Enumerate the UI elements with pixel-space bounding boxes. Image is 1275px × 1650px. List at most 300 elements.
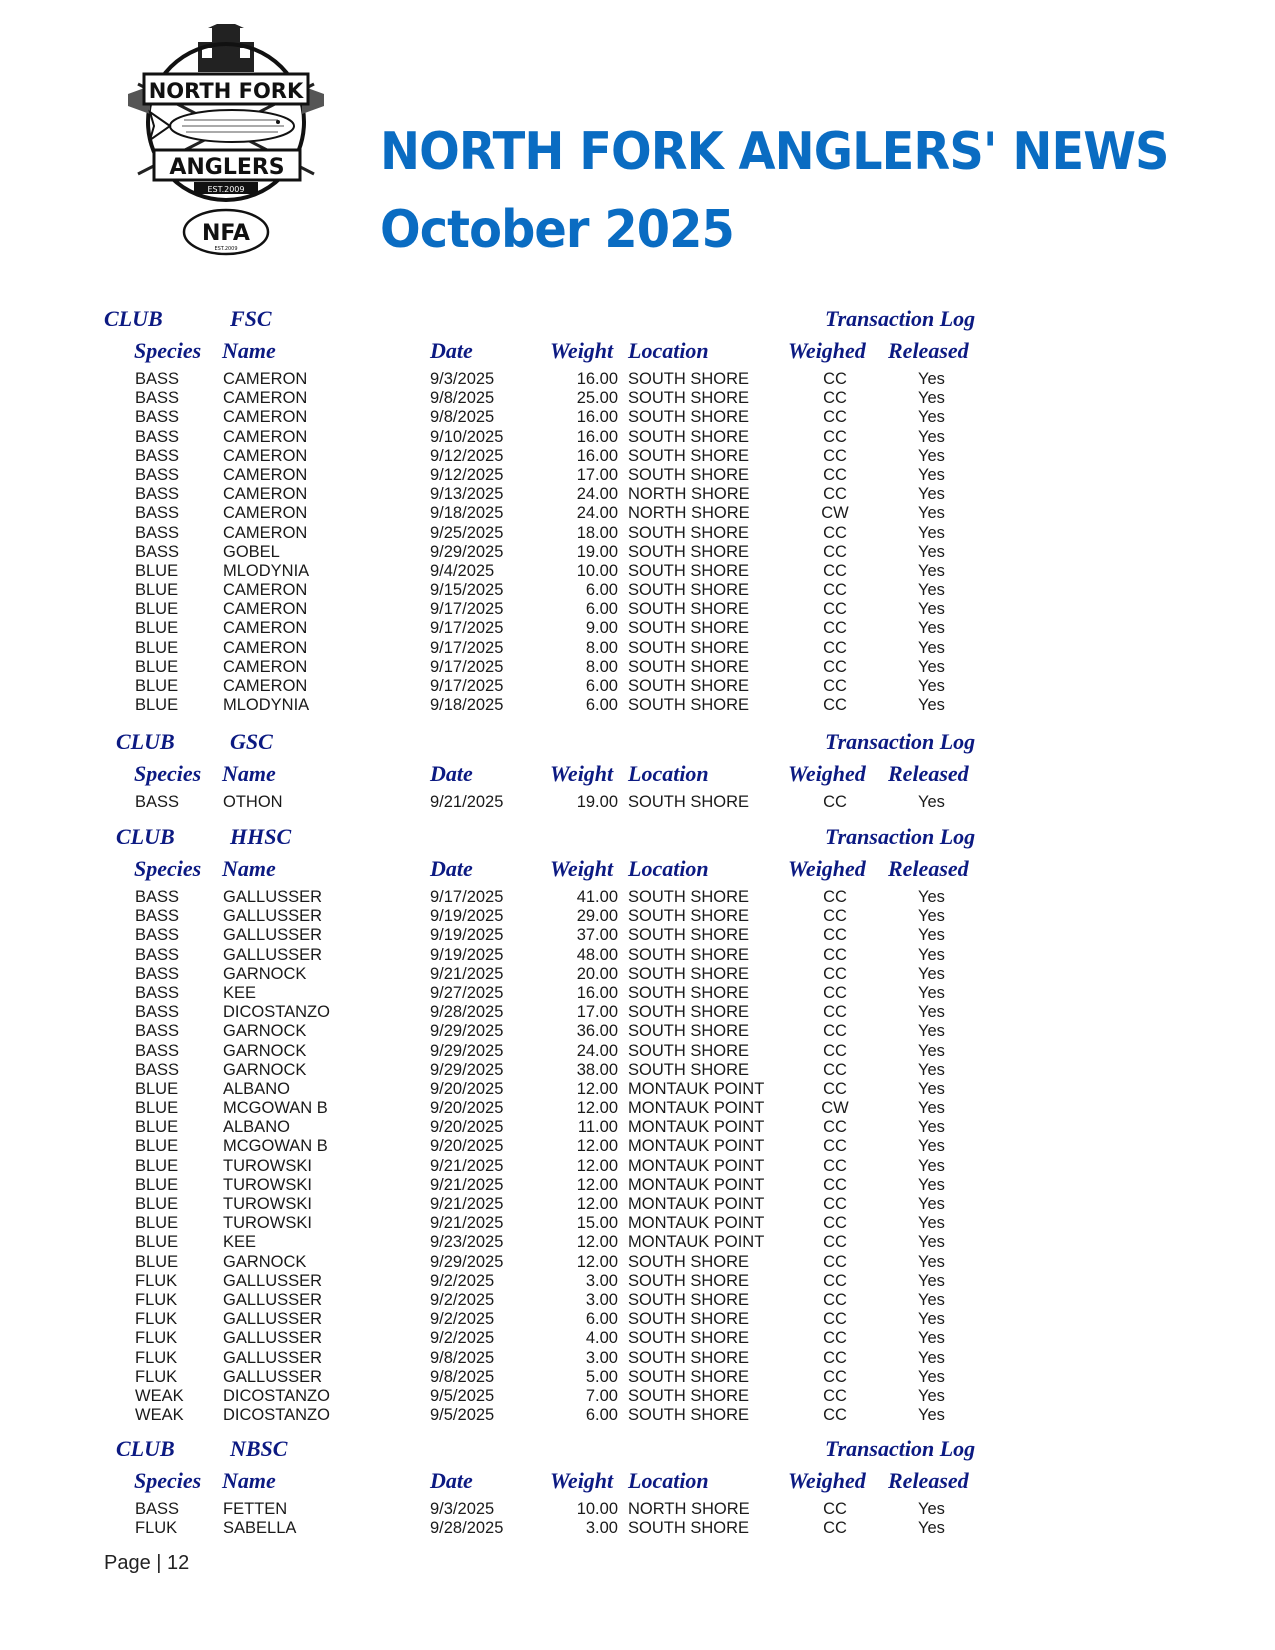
cell-species: BLUE xyxy=(135,677,179,695)
table-row xyxy=(0,1118,1275,1137)
cell-name: TUROWSKI xyxy=(223,1214,312,1233)
cell-weighed: CC xyxy=(823,1137,847,1156)
cell-location: SOUTH SHORE xyxy=(628,696,750,715)
table-row xyxy=(0,408,1275,427)
cell-name: FETTEN xyxy=(223,1500,288,1518)
table-row xyxy=(0,1272,1275,1291)
table-row xyxy=(0,1291,1275,1310)
cell-location: SOUTH SHORE xyxy=(628,1022,750,1041)
cell-weighed: CC xyxy=(823,1252,847,1271)
table-row xyxy=(0,1387,1275,1406)
cell-location: NORTH SHORE xyxy=(628,485,750,504)
cell-species: BASS xyxy=(135,964,180,983)
cell-weight: 16.00 xyxy=(576,370,618,388)
table-row xyxy=(0,793,1275,812)
cell-weighed: CW xyxy=(821,1099,849,1118)
cell-species: BASS xyxy=(135,504,180,523)
column-header-species: Species xyxy=(134,338,202,363)
cell-location: MONTAUK POINT xyxy=(628,1233,765,1252)
cell-weight: 7.00 xyxy=(585,1386,618,1405)
cell-weighed: CC xyxy=(823,983,847,1002)
cell-weighed: CW xyxy=(821,504,849,523)
cell-released: Yes xyxy=(918,1099,945,1118)
cell-weighed: CC xyxy=(823,1079,847,1098)
cell-species: BLUE xyxy=(135,1252,179,1271)
cell-species: BLUE xyxy=(135,1156,179,1175)
table-row xyxy=(0,1022,1275,1041)
cell-name: GALLUSSER xyxy=(223,888,323,906)
cell-location: SOUTH SHORE xyxy=(628,1060,750,1079)
cell-weighed: CC xyxy=(823,485,847,504)
cell-location: SOUTH SHORE xyxy=(628,1310,750,1329)
cell-location: MONTAUK POINT xyxy=(628,1118,765,1137)
cell-name: CAMERON xyxy=(223,446,308,465)
cell-weighed: CC xyxy=(823,638,847,657)
cell-weight: 12.00 xyxy=(576,1195,618,1213)
table-row xyxy=(0,1099,1275,1118)
column-header-released: Released xyxy=(888,856,969,881)
transaction-log-label: Transaction Log xyxy=(825,824,976,849)
cell-date: 9/10/2025 xyxy=(430,427,504,446)
cell-species: BLUE xyxy=(135,561,179,580)
cell-released: Yes xyxy=(918,1156,945,1175)
cell-date: 9/4/2025 xyxy=(430,561,495,580)
cell-name: DICOSTANZO xyxy=(223,1406,330,1425)
cell-location: SOUTH SHORE xyxy=(628,1329,750,1348)
cell-released: Yes xyxy=(918,1214,945,1233)
cell-name: DICOSTANZO xyxy=(223,1003,330,1022)
cell-name: CAMERON xyxy=(223,465,308,484)
column-header-released: Released xyxy=(888,761,969,786)
cell-date: 9/5/2025 xyxy=(430,1386,495,1405)
cell-released: Yes xyxy=(918,523,945,542)
cell-weight: 11.00 xyxy=(577,1118,618,1137)
table-row xyxy=(0,1042,1275,1061)
cell-species: BASS xyxy=(135,427,180,446)
cell-species: BLUE xyxy=(135,638,179,657)
table-row xyxy=(0,389,1275,408)
cell-date: 9/8/2025 xyxy=(430,408,495,427)
cell-weight: 18.00 xyxy=(576,523,618,542)
cell-weight: 4.00 xyxy=(585,1329,618,1348)
column-header-location: Location xyxy=(628,1468,709,1493)
cell-date: 9/17/2025 xyxy=(430,677,504,695)
cell-weighed: CC xyxy=(823,561,847,580)
club-code: HHSC xyxy=(230,824,292,849)
cell-date: 9/21/2025 xyxy=(430,793,504,811)
cell-species: BASS xyxy=(135,1003,180,1022)
table-row xyxy=(0,562,1275,581)
cell-location: SOUTH SHORE xyxy=(628,926,750,945)
cell-location: MONTAUK POINT xyxy=(628,1137,765,1156)
table-row xyxy=(0,639,1275,658)
cell-weighed: CC xyxy=(823,888,847,906)
cell-released: Yes xyxy=(918,542,945,561)
cell-weight: 6.00 xyxy=(585,696,618,715)
club-code: GSC xyxy=(230,729,273,754)
cell-name: DICOSTANZO xyxy=(223,1386,330,1405)
cell-species: BASS xyxy=(135,1041,180,1060)
cell-species: BLUE xyxy=(135,1195,179,1213)
cell-weighed: CC xyxy=(823,1519,847,1538)
column-header-date: Date xyxy=(430,761,473,786)
cell-weighed: CC xyxy=(823,945,847,964)
cell-weighed: CC xyxy=(823,542,847,561)
cell-weighed: CC xyxy=(823,1386,847,1405)
table-row xyxy=(0,1061,1275,1080)
cell-location: SOUTH SHORE xyxy=(628,581,750,600)
cell-weighed: CC xyxy=(823,1060,847,1079)
cell-weighed: CC xyxy=(823,657,847,676)
club-section-gsc xyxy=(0,725,1275,812)
column-header-date: Date xyxy=(430,1468,473,1493)
cell-name: GALLUSSER xyxy=(223,1329,323,1348)
cell-weight: 41.00 xyxy=(576,888,618,906)
table-row xyxy=(0,1349,1275,1368)
cell-location: SOUTH SHORE xyxy=(628,983,750,1002)
cell-released: Yes xyxy=(918,1386,945,1405)
cell-name: MLODYNIA xyxy=(223,561,310,580)
cell-weight: 8.00 xyxy=(585,638,618,657)
table-row xyxy=(0,926,1275,945)
cell-name: GALLUSSER xyxy=(223,907,323,926)
cell-released: Yes xyxy=(918,1406,945,1425)
table-row xyxy=(0,984,1275,1003)
cell-weighed: CC xyxy=(823,1041,847,1060)
table-row xyxy=(0,485,1275,504)
cell-released: Yes xyxy=(918,1252,945,1271)
cell-weight: 37.00 xyxy=(576,926,618,945)
cell-weight: 12.00 xyxy=(576,1137,618,1156)
cell-location: SOUTH SHORE xyxy=(628,964,750,983)
cell-weighed: CC xyxy=(823,619,847,638)
cell-weight: 10.00 xyxy=(576,561,618,580)
cell-weight: 12.00 xyxy=(576,1079,618,1098)
cell-location: SOUTH SHORE xyxy=(628,677,750,695)
cell-species: BASS xyxy=(135,523,180,542)
column-header-date: Date xyxy=(430,856,473,881)
cell-date: 9/29/2025 xyxy=(430,1060,504,1079)
cell-location: SOUTH SHORE xyxy=(628,1386,750,1405)
column-header-weight: Weight xyxy=(550,761,614,786)
cell-date: 9/25/2025 xyxy=(430,523,504,542)
cell-date: 9/15/2025 xyxy=(430,581,504,600)
column-header-weight: Weight xyxy=(550,856,614,881)
cell-species: BLUE xyxy=(135,696,179,715)
column-header-name: Name xyxy=(222,856,276,881)
cell-weight: 24.00 xyxy=(576,504,618,523)
cell-location: SOUTH SHORE xyxy=(628,1519,750,1538)
cell-species: BLUE xyxy=(135,1137,179,1156)
cell-weight: 8.00 xyxy=(585,657,618,676)
transaction-log-label: Transaction Log xyxy=(825,306,976,331)
cell-weight: 10.00 xyxy=(576,1500,618,1518)
column-header-weighed: Weighed xyxy=(788,338,866,363)
cell-date: 9/8/2025 xyxy=(430,1348,495,1367)
cell-date: 9/3/2025 xyxy=(430,1500,495,1518)
cell-name: CAMERON xyxy=(223,408,308,427)
cell-species: FLUK xyxy=(135,1367,178,1386)
table-row xyxy=(0,1195,1275,1214)
cell-released: Yes xyxy=(918,1022,945,1041)
cell-released: Yes xyxy=(918,1348,945,1367)
table-row xyxy=(0,1500,1275,1519)
cell-species: BASS xyxy=(135,465,180,484)
club-label: CLUB xyxy=(116,1436,175,1461)
cell-species: BLUE xyxy=(135,1099,179,1118)
column-header-location: Location xyxy=(628,338,709,363)
cell-date: 9/18/2025 xyxy=(430,696,504,715)
column-header-name: Name xyxy=(222,338,276,363)
cell-weight: 6.00 xyxy=(585,1310,618,1329)
cell-date: 9/13/2025 xyxy=(430,485,504,504)
cell-weighed: CC xyxy=(823,1118,847,1137)
club-section-fsc xyxy=(0,302,1275,715)
cell-released: Yes xyxy=(918,983,945,1002)
cell-weighed: CC xyxy=(823,1271,847,1290)
cell-released: Yes xyxy=(918,1310,945,1329)
cell-species: BASS xyxy=(135,542,180,561)
table-row xyxy=(0,543,1275,562)
cell-name: KEE xyxy=(223,983,257,1002)
cell-weight: 25.00 xyxy=(576,389,618,408)
cell-species: BASS xyxy=(135,983,180,1002)
cell-weight: 16.00 xyxy=(576,446,618,465)
cell-weighed: CC xyxy=(823,408,847,427)
cell-species: BLUE xyxy=(135,619,179,638)
cell-date: 9/19/2025 xyxy=(430,926,504,945)
cell-date: 9/21/2025 xyxy=(430,1156,504,1175)
column-header-row xyxy=(0,1466,1275,1500)
club-label: CLUB xyxy=(116,824,175,849)
cell-released: Yes xyxy=(918,561,945,580)
cell-species: BASS xyxy=(135,926,180,945)
cell-weight: 12.00 xyxy=(576,1099,618,1118)
logo-est-text: EST.2009 xyxy=(207,185,245,194)
cell-released: Yes xyxy=(918,1500,945,1518)
cell-weighed: CC xyxy=(823,1310,847,1329)
cell-location: SOUTH SHORE xyxy=(628,945,750,964)
cell-name: GALLUSSER xyxy=(223,1290,323,1309)
cell-location: MONTAUK POINT xyxy=(628,1079,765,1098)
cell-weight: 3.00 xyxy=(585,1271,618,1290)
table-row xyxy=(0,946,1275,965)
cell-species: BASS xyxy=(135,888,180,906)
table-row xyxy=(0,619,1275,638)
cell-weight: 12.00 xyxy=(576,1175,618,1194)
cell-released: Yes xyxy=(918,1003,945,1022)
cell-date: 9/17/2025 xyxy=(430,888,504,906)
cell-date: 9/8/2025 xyxy=(430,1367,495,1386)
cell-weighed: CC xyxy=(823,1348,847,1367)
cell-weight: 24.00 xyxy=(576,485,618,504)
cell-species: FLUK xyxy=(135,1329,178,1348)
cell-location: SOUTH SHORE xyxy=(628,446,750,465)
cell-name: KEE xyxy=(223,1233,257,1252)
cell-location: SOUTH SHORE xyxy=(628,465,750,484)
cell-weighed: CC xyxy=(823,926,847,945)
cell-date: 9/5/2025 xyxy=(430,1406,495,1425)
cell-released: Yes xyxy=(918,370,945,388)
cell-weight: 16.00 xyxy=(576,983,618,1002)
cell-date: 9/29/2025 xyxy=(430,1252,504,1271)
cell-species: BASS xyxy=(135,945,180,964)
table-row xyxy=(0,1080,1275,1099)
cell-weighed: CC xyxy=(823,1003,847,1022)
column-header-name: Name xyxy=(222,761,276,786)
cell-date: 9/18/2025 xyxy=(430,504,504,523)
cell-location: SOUTH SHORE xyxy=(628,1406,750,1425)
club-section-hhsc xyxy=(0,820,1275,1425)
cell-date: 9/2/2025 xyxy=(430,1271,495,1290)
cell-released: Yes xyxy=(918,964,945,983)
cell-location: SOUTH SHORE xyxy=(628,907,750,926)
column-header-row xyxy=(0,854,1275,888)
cell-location: SOUTH SHORE xyxy=(628,408,750,427)
cell-date: 9/29/2025 xyxy=(430,1022,504,1041)
cell-date: 9/12/2025 xyxy=(430,446,504,465)
cell-location: SOUTH SHORE xyxy=(628,1290,750,1309)
cell-date: 9/17/2025 xyxy=(430,619,504,638)
cell-released: Yes xyxy=(918,389,945,408)
cell-weight: 24.00 xyxy=(576,1041,618,1060)
cell-species: WEAK xyxy=(135,1406,184,1425)
cell-name: ALBANO xyxy=(223,1118,290,1137)
cell-date: 9/21/2025 xyxy=(430,1195,504,1213)
club-header xyxy=(0,1432,1275,1466)
cell-location: SOUTH SHORE xyxy=(628,638,750,657)
table-row xyxy=(0,1003,1275,1022)
cell-weighed: CC xyxy=(823,1500,847,1518)
cell-name: CAMERON xyxy=(223,389,308,408)
cell-weighed: CC xyxy=(823,1367,847,1386)
cell-species: BASS xyxy=(135,1022,180,1041)
cell-name: OTHON xyxy=(223,793,283,811)
cell-released: Yes xyxy=(918,1060,945,1079)
logo-bottom-text: ANGLERS xyxy=(169,155,285,180)
cell-released: Yes xyxy=(918,1519,945,1538)
table-row xyxy=(0,466,1275,485)
cell-location: SOUTH SHORE xyxy=(628,561,750,580)
cell-weighed: CC xyxy=(823,1022,847,1041)
cell-released: Yes xyxy=(918,638,945,657)
cell-date: 9/8/2025 xyxy=(430,389,495,408)
cell-location: SOUTH SHORE xyxy=(628,1003,750,1022)
cell-name: MCGOWAN B xyxy=(223,1137,328,1156)
cell-date: 9/20/2025 xyxy=(430,1099,504,1118)
cell-species: FLUK xyxy=(135,1348,178,1367)
cell-released: Yes xyxy=(918,945,945,964)
cell-weighed: CC xyxy=(823,1214,847,1233)
cell-weighed: CC xyxy=(823,1175,847,1194)
table-row xyxy=(0,1519,1275,1538)
cell-released: Yes xyxy=(918,1367,945,1386)
cell-weight: 12.00 xyxy=(576,1233,618,1252)
table-row xyxy=(0,888,1275,907)
cell-weight: 16.00 xyxy=(576,408,618,427)
cell-released: Yes xyxy=(918,793,945,811)
cell-weight: 29.00 xyxy=(576,907,618,926)
cell-location: SOUTH SHORE xyxy=(628,1367,750,1386)
cell-weight: 3.00 xyxy=(585,1290,618,1309)
cell-name: GARNOCK xyxy=(223,1252,307,1271)
table-row xyxy=(0,1157,1275,1176)
cell-name: MLODYNIA xyxy=(223,696,310,715)
cell-species: FLUK xyxy=(135,1519,178,1538)
cell-species: BASS xyxy=(135,1060,180,1079)
cell-date: 9/17/2025 xyxy=(430,657,504,676)
cell-location: SOUTH SHORE xyxy=(628,389,750,408)
column-header-weighed: Weighed xyxy=(788,856,866,881)
cell-species: BLUE xyxy=(135,657,179,676)
cell-location: MONTAUK POINT xyxy=(628,1175,765,1194)
cell-location: SOUTH SHORE xyxy=(628,793,750,811)
cell-weight: 6.00 xyxy=(585,1406,618,1425)
newsletter-title: NORTH FORK ANGLERS' NEWS xyxy=(380,122,1169,182)
cell-name: GOBEL xyxy=(223,542,280,561)
club-header xyxy=(0,725,1275,759)
cell-date: 9/29/2025 xyxy=(430,542,504,561)
cell-species: BLUE xyxy=(135,1118,179,1137)
cell-released: Yes xyxy=(918,926,945,945)
column-header-weight: Weight xyxy=(550,1468,614,1493)
cell-released: Yes xyxy=(918,427,945,446)
cell-date: 9/20/2025 xyxy=(430,1079,504,1098)
logo-badge-text: NFA xyxy=(202,221,250,246)
cell-weighed: CC xyxy=(823,1329,847,1348)
cell-weight: 36.00 xyxy=(576,1022,618,1041)
cell-date: 9/19/2025 xyxy=(430,907,504,926)
cell-location: MONTAUK POINT xyxy=(628,1156,765,1175)
cell-species: FLUK xyxy=(135,1310,178,1329)
cell-released: Yes xyxy=(918,1271,945,1290)
cell-released: Yes xyxy=(918,1329,945,1348)
cell-name: GARNOCK xyxy=(223,1060,307,1079)
cell-weight: 19.00 xyxy=(576,793,618,811)
cell-weighed: CC xyxy=(823,600,847,619)
cell-weighed: CC xyxy=(823,1156,847,1175)
column-header-row xyxy=(0,336,1275,370)
cell-weighed: CC xyxy=(823,696,847,715)
cell-weighed: CC xyxy=(823,907,847,926)
cell-species: BLUE xyxy=(135,581,179,600)
cell-weight: 3.00 xyxy=(585,1348,618,1367)
transaction-log-label: Transaction Log xyxy=(825,729,976,754)
column-header-released: Released xyxy=(888,338,969,363)
club-header xyxy=(0,820,1275,854)
cell-name: CAMERON xyxy=(223,600,308,619)
cell-species: BLUE xyxy=(135,1079,179,1098)
cell-species: BASS xyxy=(135,446,180,465)
club-code: FSC xyxy=(230,306,272,331)
cell-name: GALLUSSER xyxy=(223,1310,323,1329)
club-label: CLUB xyxy=(116,729,175,754)
cell-name: TUROWSKI xyxy=(223,1156,312,1175)
column-header-location: Location xyxy=(628,856,709,881)
cell-released: Yes xyxy=(918,1041,945,1060)
cell-species: BASS xyxy=(135,793,180,811)
cell-weighed: CC xyxy=(823,465,847,484)
cell-weight: 6.00 xyxy=(585,677,618,695)
cell-location: SOUTH SHORE xyxy=(628,542,750,561)
cell-date: 9/19/2025 xyxy=(430,945,504,964)
table-row xyxy=(0,1233,1275,1252)
table-row xyxy=(0,1329,1275,1348)
cell-species: BLUE xyxy=(135,1214,179,1233)
cell-name: CAMERON xyxy=(223,657,308,676)
cell-name: TUROWSKI xyxy=(223,1195,312,1213)
cell-weight: 6.00 xyxy=(585,600,618,619)
